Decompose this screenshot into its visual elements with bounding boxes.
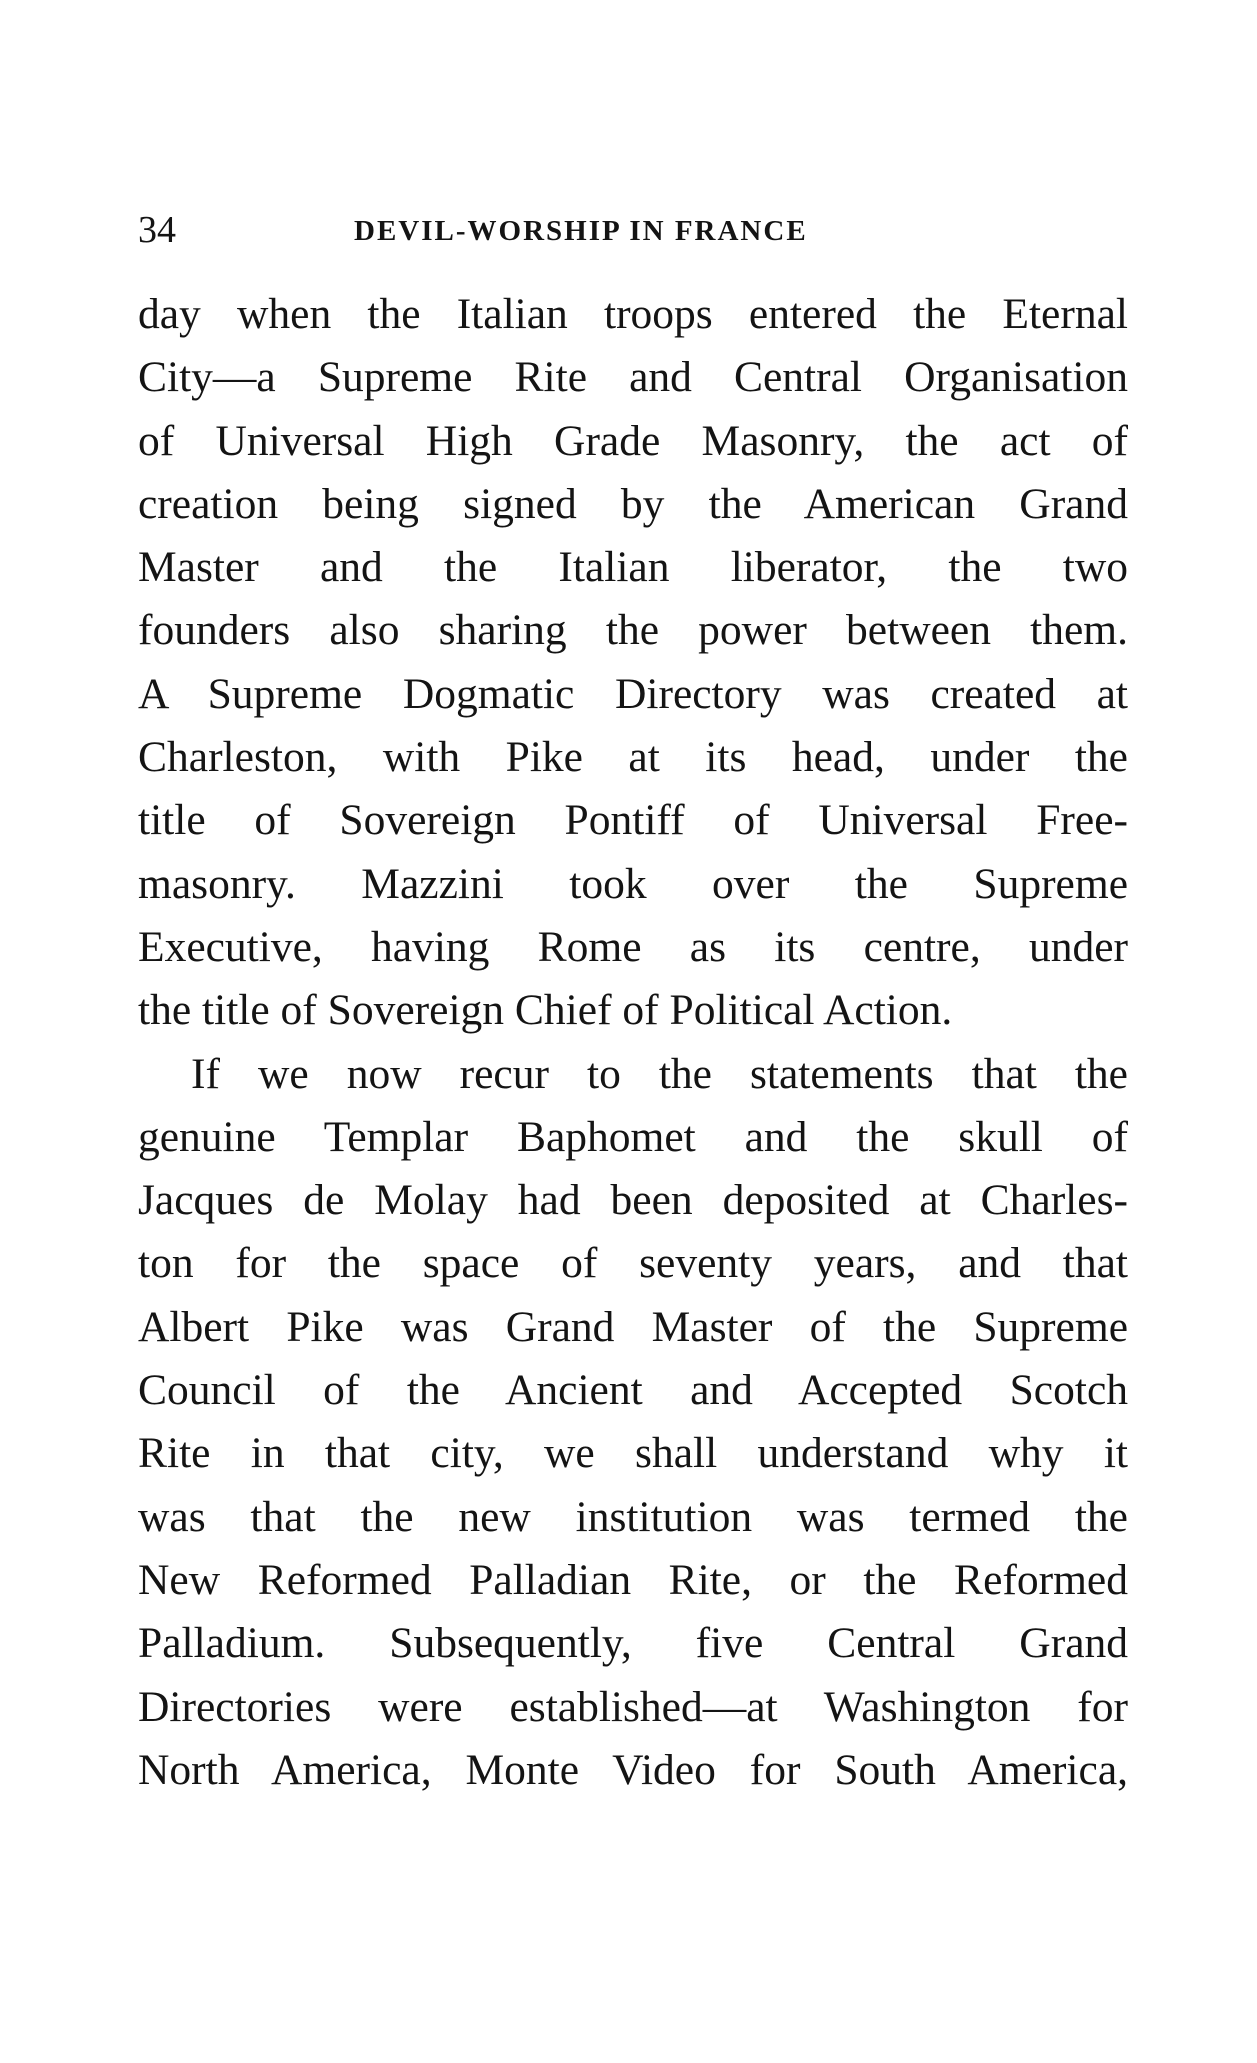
text-line: Charleston, with Pike at its head, under the (138, 733, 1128, 782)
text-line: day when the Italian troops entered the Eternal (138, 290, 1128, 338)
running-head (138, 205, 1128, 255)
text-line: title of Sovereign Pontiff of Universal Free- (138, 796, 1128, 845)
text-line: ton for the space of seventy years, and that (138, 1239, 1128, 1288)
page-number: 34 (138, 209, 176, 251)
text-line: Jacques de Molay had been deposited at Charles- (138, 1176, 1128, 1225)
body-text (138, 283, 1128, 1802)
text-line: Master and the Italian liberator, the two (138, 543, 1128, 592)
text-line: genuine Templar Baphomet and the skull of (138, 1112, 1128, 1161)
text-line: Council of the Ancient and Accepted Scotch (138, 1366, 1128, 1415)
text-line: of Universal High Grade Masonry, the act of (138, 416, 1128, 465)
paragraph-end-line: the title of Sovereign Chief of Political Action. (138, 986, 953, 1035)
text-line: A Supreme Dogmatic Directory was created at (138, 669, 1128, 718)
text-line: Albert Pike was Grand Master of the Supreme (138, 1302, 1128, 1351)
text-line: City—a Supreme Rite and Central Organisation (138, 353, 1128, 402)
text-line: founders also sharing the power between them. (138, 606, 1128, 655)
text-line: North America, Monte Video for South America, (138, 1745, 1128, 1794)
text-line: Palladium. Subsequently, five Central Grand (138, 1619, 1128, 1668)
text-line: Rite in that city, we shall understand why it (138, 1429, 1128, 1478)
text-line: masonry. Mazzini took over the Supreme (138, 859, 1128, 908)
running-title: DEVIL-WORSHIP IN FRANCE (354, 215, 808, 247)
text-line: Directories were established—at Washington for (138, 1682, 1128, 1731)
text-line: was that the new institution was termed the (138, 1492, 1128, 1541)
text-line: creation being signed by the American Grand (138, 479, 1128, 528)
text-line: Executive, having Rome as its centre, under (138, 922, 1128, 971)
paragraph-start-line: If we now recur to the statements that the (191, 1049, 1128, 1098)
text-line: New Reformed Palladian Rite, or the Reformed (138, 1555, 1128, 1604)
